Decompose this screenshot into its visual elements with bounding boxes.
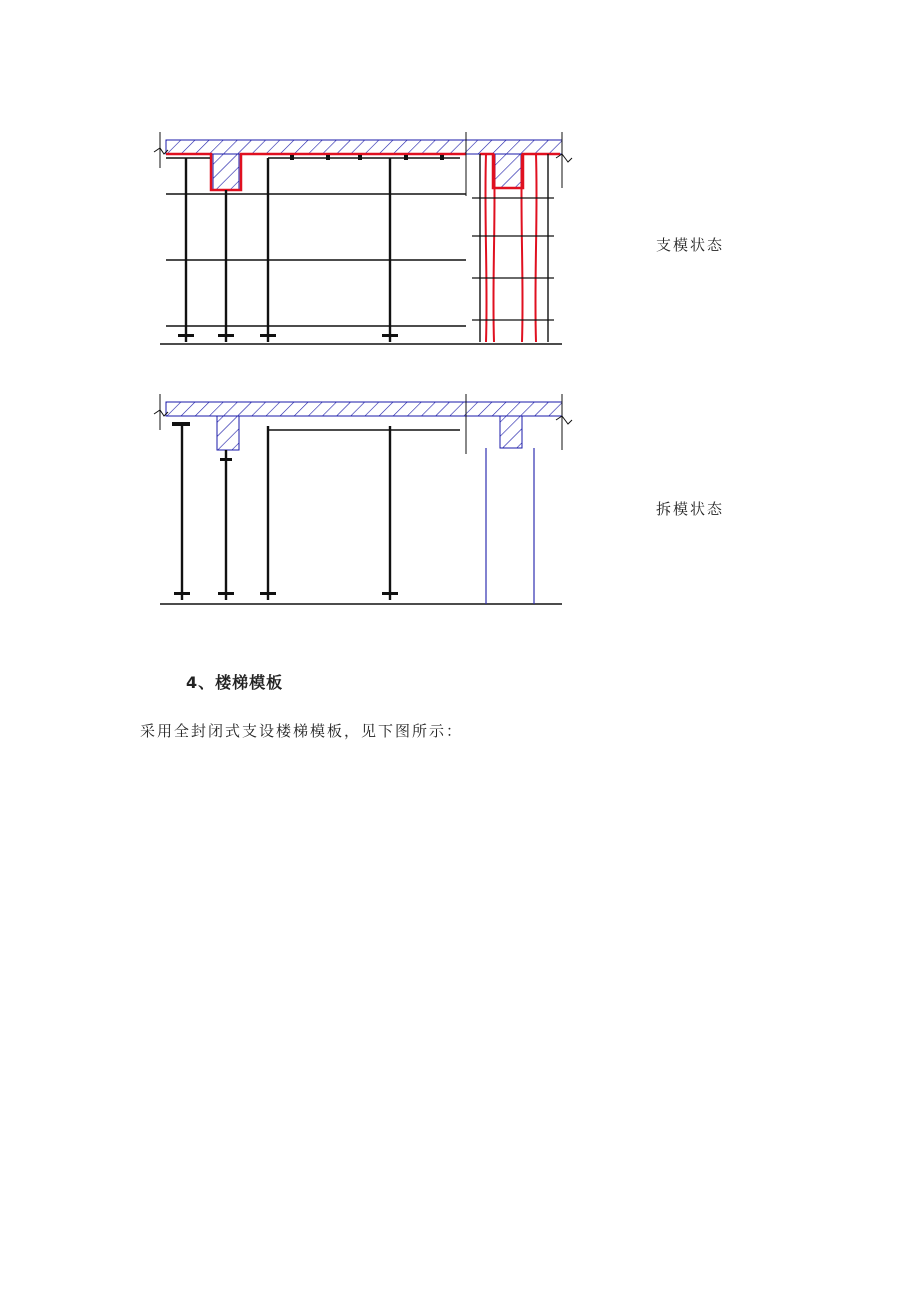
column-outline <box>486 448 534 604</box>
section-heading: 4、楼梯模板 <box>186 673 284 692</box>
concrete-slab <box>166 140 562 190</box>
formwork-support-drawing <box>150 128 580 354</box>
base-plates <box>174 592 398 595</box>
formwork-removal-drawing <box>150 390 580 610</box>
caption-removal-state: 拆模状态 <box>656 500 725 518</box>
concrete-slab <box>166 402 562 450</box>
caption-support-state: 支模状态 <box>656 236 725 254</box>
steel-props <box>182 426 390 600</box>
section-paragraph: 采用全封闭式支设楼梯模板，见下图所示： <box>140 722 464 740</box>
base-plates <box>178 334 398 337</box>
ledger-tubes <box>166 194 466 326</box>
